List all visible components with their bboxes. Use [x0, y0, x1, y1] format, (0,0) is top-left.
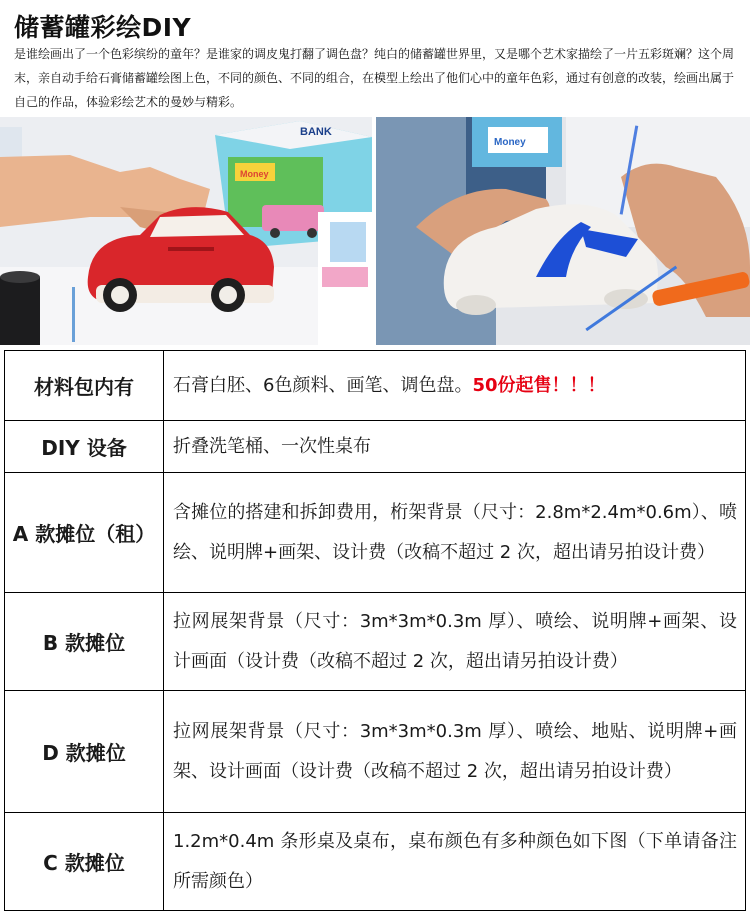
table-row — [5, 421, 746, 473]
table-row — [5, 473, 746, 593]
box-label-money: Money — [240, 169, 269, 179]
row-content-booth-b: 拉网展架背景（尺寸：3m*3m*0.3m 厚）、喷绘、说明牌+画架、设计画面（设计费（改稿不超过 2 次，超出请另拍设计费） — [164, 593, 746, 691]
page-header — [0, 0, 750, 117]
row-content-diy-equipment: 折叠洗笔桶、一次性桌布 — [164, 421, 746, 473]
row-content-booth-d: 拉网展架背景（尺寸：3m*3m*0.3m 厚）、喷绘、地贴、说明牌+画架、设计画面（设计费（改稿不超过 2 次，超出请另拍设计费） — [164, 691, 746, 813]
min-order-highlight: 50份起售！！！ — [472, 374, 606, 396]
box-label-bank: BANK — [300, 126, 332, 138]
table-row — [5, 593, 746, 691]
row-label-booth-a: A 款摊位（租） — [5, 473, 164, 593]
photo-red-car — [0, 117, 372, 345]
row-content-materials — [164, 351, 746, 421]
table-row — [5, 813, 746, 911]
photo-blue-painting — [376, 117, 750, 345]
row-label-materials: 材料包内有 — [5, 351, 164, 421]
row-content-booth-c: 1.2m*0.4m 条形桌及桌布，桌布颜色有多种颜色如下图（下单请备注所需颜色） — [164, 813, 746, 911]
row-label-booth-d: D 款摊位 — [5, 691, 164, 813]
row-content-booth-a: 含摊位的搭建和拆卸费用，桁架背景（尺寸：2.8m*2.4m*0.6m）、喷绘、说明牌+画架、设计费（改稿不超过 2 次，超出请另拍设计费） — [164, 473, 746, 593]
box-label-money-right: Money — [494, 137, 526, 148]
row-label-booth-c: C 款摊位 — [5, 813, 164, 911]
info-table — [4, 350, 746, 911]
intro-paragraph: 是谁绘画出了一个色彩缤纷的童年？是谁家的调皮鬼打翻了调色盘？纯白的储蓄罐世界里，又是哪个艺术家描绘了一片五彩斑斓？这个周末，亲自动手给石膏储蓄罐绘图上色，不同的颜色、不同的组合，在模型上绘出了他们心中的童年色彩，通过有创意的改装，绘画出属于自己的作品，体验彩绘艺术的曼妙与精彩。 — [14, 47, 735, 109]
table-row — [5, 351, 746, 421]
page-title: 储蓄罐彩绘DIY — [14, 13, 192, 42]
photo-strip — [0, 117, 750, 345]
materials-text: 石膏白胚、6色颜料、画笔、调色盘。 — [173, 374, 473, 396]
table-row — [5, 691, 746, 813]
row-label-booth-b: B 款摊位 — [5, 593, 164, 691]
row-label-diy-equipment: DIY 设备 — [5, 421, 164, 473]
